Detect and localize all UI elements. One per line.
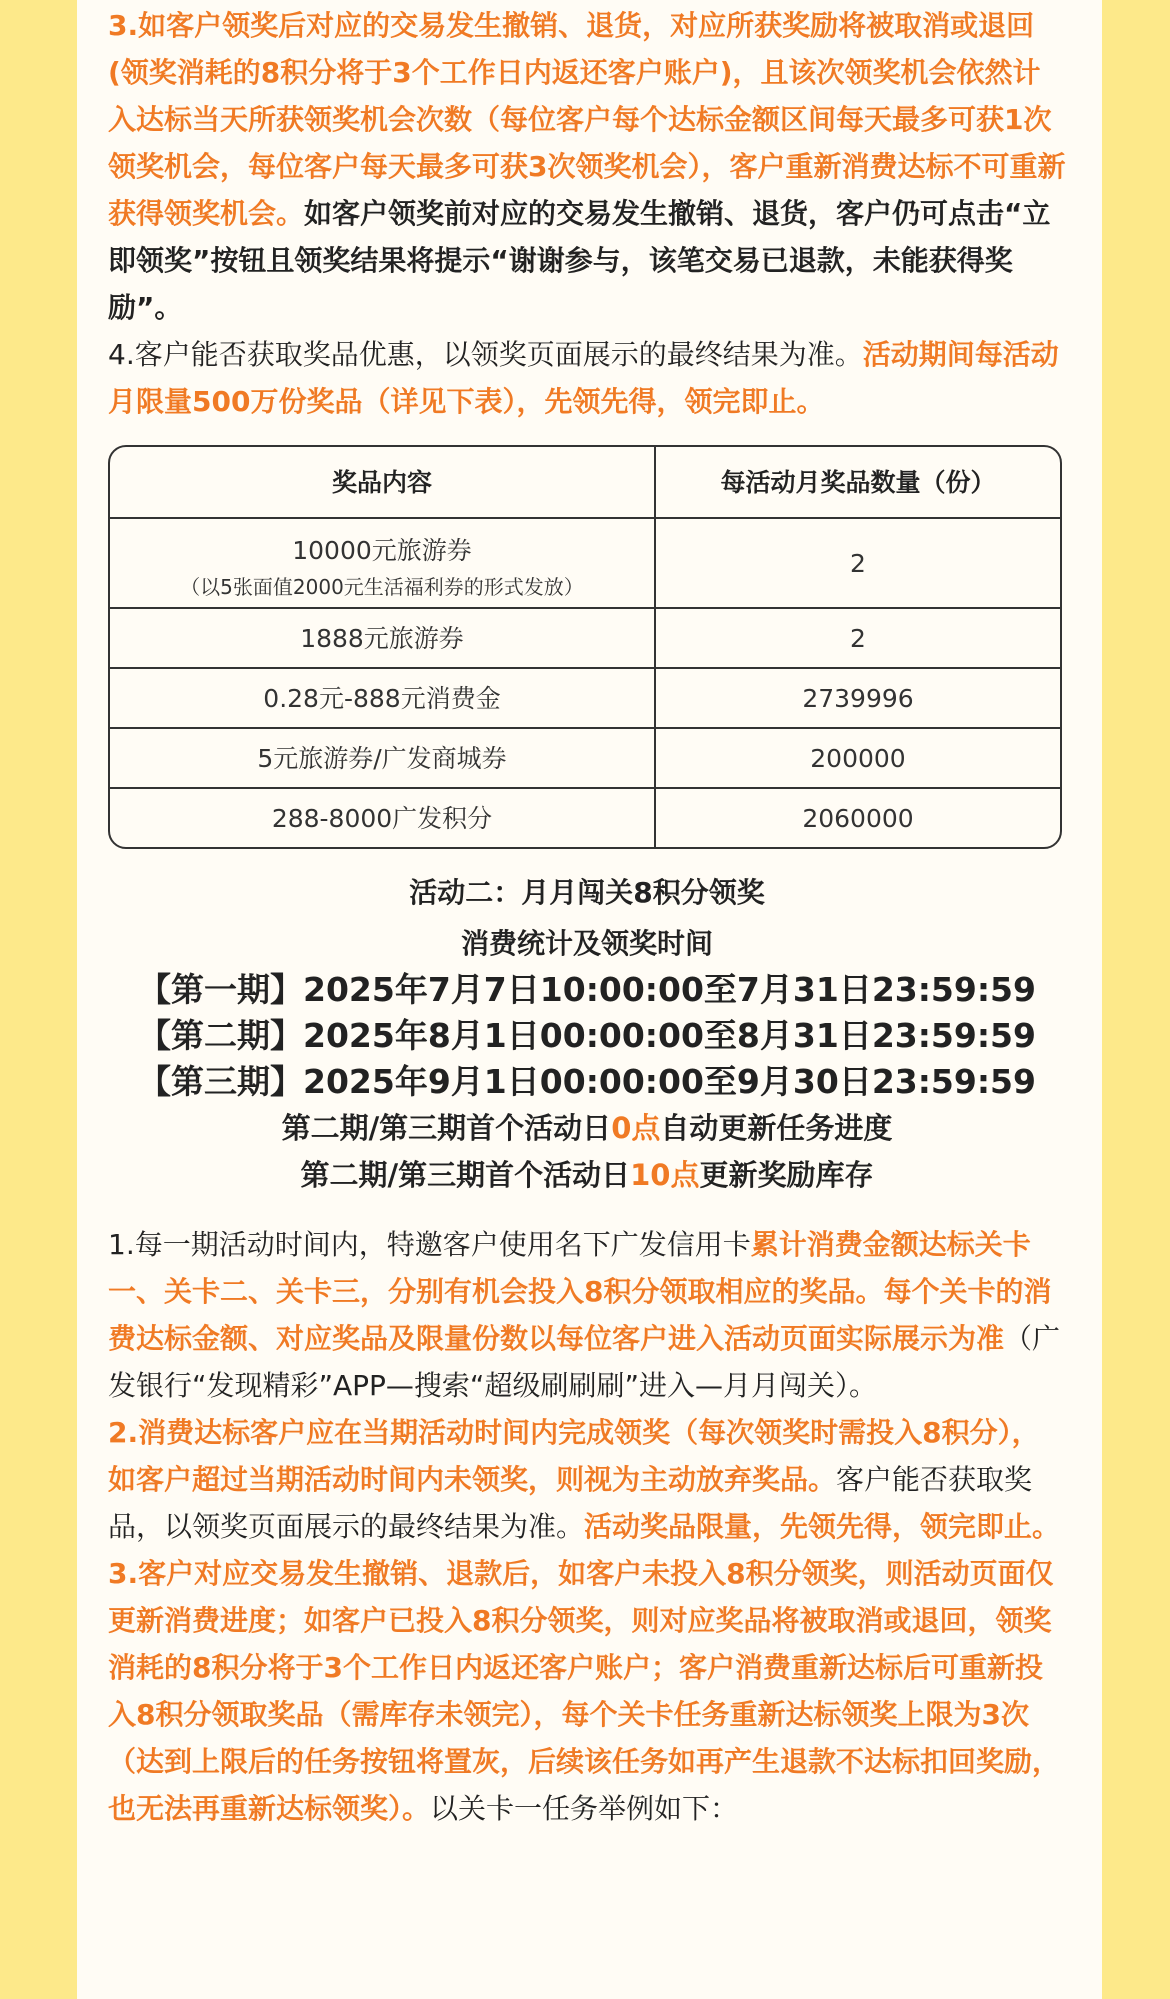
- prize-qty: 2: [850, 548, 866, 578]
- table-row: [110, 607, 1060, 667]
- activity2-title: 活动二：月月闯关8积分领奖: [409, 876, 765, 909]
- period-3: 【第三期】2025年9月1日00:00:00至9月30日23:59:59: [138, 1062, 1036, 1101]
- rule-item-3: [108, 2, 1066, 331]
- rule2-item-2: 2.消费达标客户应在当期活动时间内完成领奖（每次领奖时需投入8积分），如客户超过当期活动时间内未领奖，则视为主动放弃奖品。客户能否获取奖品，以领奖页面展示的最终结果为准。活动奖品限量，先领先得，领完即止。: [108, 1416, 1061, 1543]
- rule-3-highlight: 3.如客户领奖后对应的交易发生撤销、退货，对应所获奖励将被取消或退回(领奖消耗的8积分将于3个工作日内返还客户账户)，且该次领奖机会依然计入达标当天所获领奖机会次数（每位客户每个达标金额区间每天最多可获1次领奖机会，每位客户每天最多可获3次领奖机会），客户重新消费达标不可重新获得领奖机会。: [108, 9, 1066, 230]
- header-prize: 奖品内容: [110, 447, 656, 517]
- prize-qty: 2: [850, 623, 866, 653]
- rule2-item-1: 1.每一期活动时间内，特邀客户使用名下广发信用卡累计消费金额达标关卡一、关卡二、关卡三，分别有机会投入8积分领取相应的奖品。每个关卡的消费达标金额、对应奖品及限量份数以每位客户进入活动页面实际展示为准（广发银行“发现精彩”APP—搜索“超级刷刷刷”进入—月月闯关）。: [108, 1228, 1061, 1402]
- prize-qty: 2739996: [802, 683, 914, 713]
- rule-4-text: 4.客户能否获取奖品优惠，以领奖页面展示的最终结果为准。: [108, 338, 863, 371]
- update-note-1: 第二期/第三期首个活动日0点自动更新任务进度: [281, 1111, 893, 1145]
- prize-qty: 2060000: [802, 803, 914, 833]
- rule-item-4: [108, 331, 1066, 425]
- table-row: [110, 517, 1060, 607]
- prize-name: 0.28元-888元消费金: [110, 669, 656, 727]
- prize-qty: 200000: [810, 743, 906, 773]
- right-border: [1102, 0, 1170, 1999]
- prize-name: 288-8000广发积分: [110, 789, 656, 847]
- table-row: [110, 787, 1060, 847]
- table-row: [110, 667, 1060, 727]
- left-border: [0, 0, 77, 1999]
- header-quantity: 每活动月奖品数量（份）: [720, 467, 996, 497]
- rule-3-note: 如客户领奖前对应的交易发生撤销、退货，客户仍可点击“立即领奖”按钮且领奖结果将提示“谢谢参与，该笔交易已退款，未能获得奖励”。: [108, 197, 1051, 324]
- prize-name: 1888元旅游券: [110, 609, 656, 667]
- prize-note: （以5张面值2000元生活福利券的形式发放）: [180, 574, 584, 599]
- prize-table: [108, 445, 1062, 849]
- period-1: 【第一期】2025年7月7日10:00:00至7月31日23:59:59: [138, 970, 1036, 1009]
- table-row: [110, 727, 1060, 787]
- rule-4-highlight: 活动期间每活动月限量500万份奖品（详见下表），先领先得，领完即止。: [108, 338, 1059, 418]
- prize-name: 10000元旅游券: [292, 535, 472, 565]
- prize-name: 5元旅游券/广发商城券: [110, 729, 656, 787]
- rules-content: [108, 2, 1066, 1832]
- period-2: 【第二期】2025年8月1日00:00:00至8月31日23:59:59: [138, 1016, 1036, 1055]
- activity2-subtitle: 消费统计及领奖时间: [460, 927, 713, 960]
- table-header: [110, 447, 1060, 517]
- rule2-item-3: 3.客户对应交易发生撤销、退款后，如客户未投入8积分领奖，则活动页面仅更新消费进度；如客户已投入8积分领奖，则对应奖品将被取消或退回，领奖消耗的8积分将于3个工作日内返还客户账户；客户消费重新达标后可重新投入8积分领取奖品（需库存未领完），每个关卡任务重新达标领奖上限为3次（达到上限后的任务按钮将置灰，后续该任务如再产生退款不达标扣回奖励，也无法再重新达标领奖）。以关卡一任务举例如下：: [108, 1557, 1061, 1825]
- update-note-2: 第二期/第三期首个活动日10点更新奖励库存: [300, 1158, 874, 1192]
